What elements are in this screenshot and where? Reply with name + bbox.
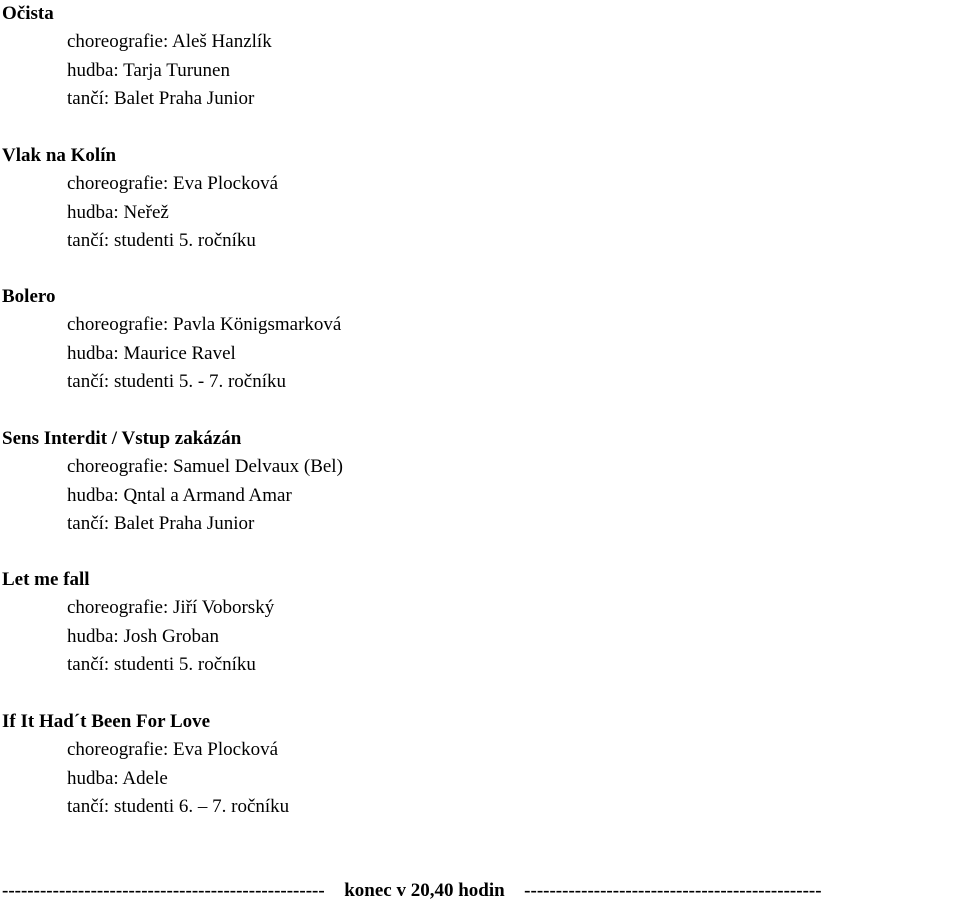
- music-line: hudba: Maurice Ravel: [67, 342, 236, 364]
- dancers-line: tančí: studenti 5. ročníku: [67, 654, 256, 675]
- music-line: hudba: Josh Groban: [67, 625, 219, 647]
- program-item-bolero: [2, 283, 952, 397]
- program-item-title: Let me fall: [2, 569, 90, 590]
- program-item-title: If It Had´t Been For Love: [2, 711, 211, 732]
- choreography-line: choreografie: Aleš Hanzlík: [67, 31, 272, 52]
- choreography-line: choreografie: Pavla Königsmarková: [67, 314, 342, 335]
- program-item-vlak-na-kolin: [2, 142, 952, 256]
- dancers-line: tančí: studenti 5. ročníku: [67, 230, 256, 251]
- footer-dashes-left: ---------------------------------------------------: [2, 880, 325, 901]
- program-item-let-me-fall: [2, 566, 952, 680]
- dancers-line: tančí: studenti 5. - 7. ročníku: [67, 371, 286, 392]
- choreography-line: choreografie: Eva Plocková: [67, 173, 279, 194]
- footer-dashes-right: -----------------------------------------------: [524, 880, 822, 901]
- dancers-line: tančí: Balet Praha Junior: [67, 513, 255, 534]
- program-item-if-it-hadt-been-for-love: [2, 708, 952, 822]
- music-line: hudba: Adele: [67, 767, 168, 789]
- program-item-title: Bolero: [2, 286, 56, 307]
- program-item-title: Sens Interdit / Vstup zakázán: [2, 428, 242, 449]
- music-line: hudba: Qntal a Armand Amar: [67, 484, 292, 506]
- choreography-line: choreografie: Eva Plocková: [67, 739, 279, 760]
- music-line: hudba: Neřež: [67, 201, 169, 223]
- dancers-line: tančí: Balet Praha Junior: [67, 88, 255, 109]
- program-item-ocista: [2, 0, 952, 114]
- dancers-line: tančí: studenti 6. – 7. ročníku: [67, 796, 290, 817]
- choreography-line: choreografie: Samuel Delvaux (Bel): [67, 456, 343, 477]
- program-item-sens-interdit: [2, 425, 952, 539]
- program-item-title: Očista: [2, 3, 54, 24]
- end-time-footer: [2, 879, 957, 903]
- program-item-title: Vlak na Kolín: [2, 145, 117, 166]
- footer-end-time-text: konec v 20,40 hodin: [344, 880, 505, 901]
- music-line: hudba: Tarja Turunen: [67, 59, 230, 81]
- choreography-line: choreografie: Jiří Voborský: [67, 597, 275, 618]
